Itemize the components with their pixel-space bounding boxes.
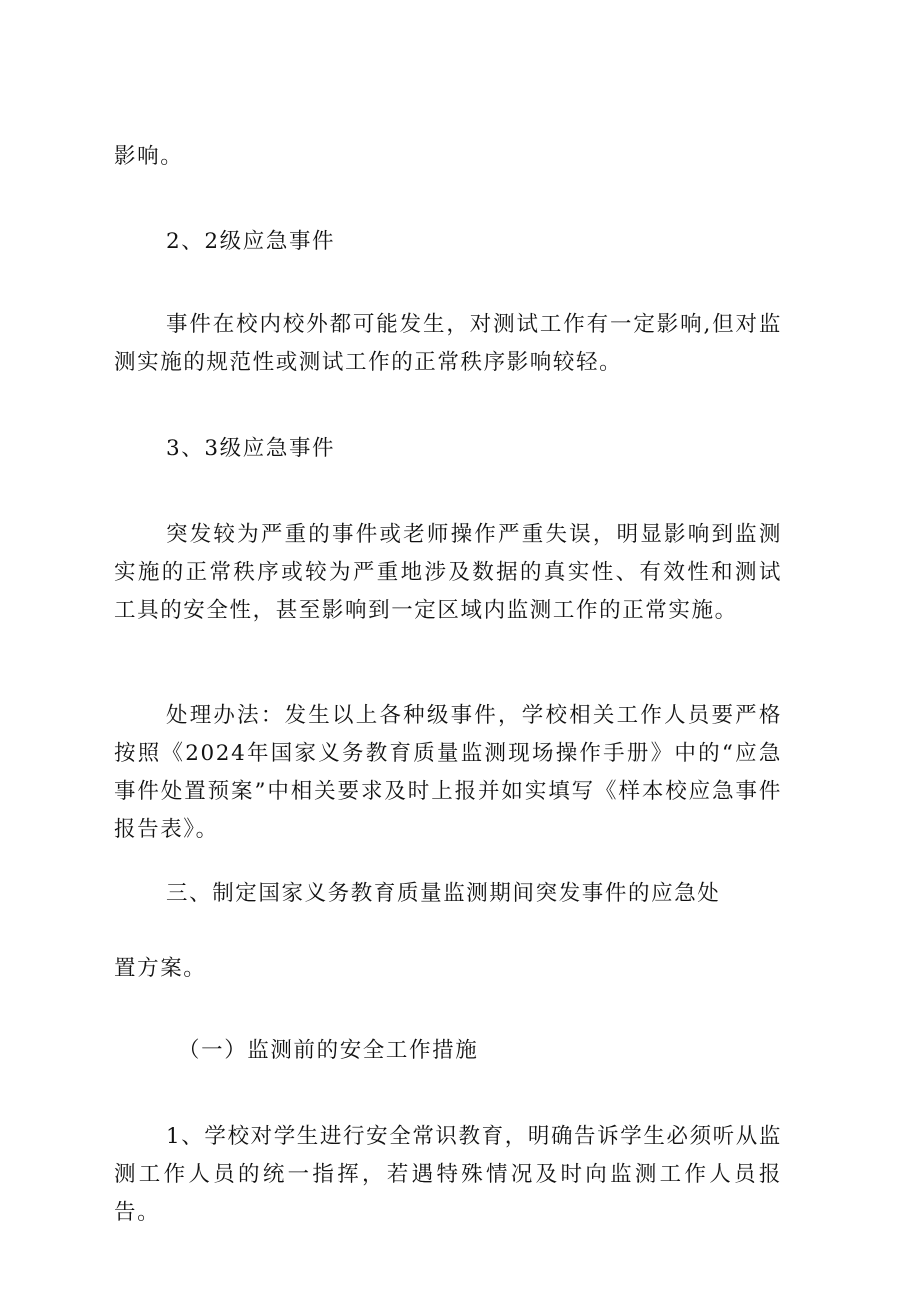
paragraph-level-3-description: 突发较为严重的事件或老师操作严重失误，明显影响到监测实施的正常秩序或较为严重地涉及数据的真实性、有效性和测试工具的安全性，甚至影响到一定区域内监测工作的正常实施。 <box>114 522 782 623</box>
section-heading-three: 三、制定国家义务教育质量监测期间突发事件的应急处 <box>166 881 721 906</box>
section-heading-three-continuation: 置方案。 <box>114 956 207 981</box>
heading-level-2-event: 2、2级应急事件 <box>166 229 336 254</box>
paragraph-continuation: 影响。 <box>114 144 184 169</box>
paragraph-handling-method: 处理办法：发生以上各种级事件，学校相关工作人员要严格按照《2024年国家义务教育质量监测现场操作手册》中的“应急事件处置预案”中相关要求及时上报并如实填写《样本校应急事件报告表》。 <box>114 703 782 842</box>
subsection-heading-one: （一）监测前的安全工作措施 <box>178 1038 479 1063</box>
paragraph-measure-1: 1、学校对学生进行安全常识教育，明确告诉学生必须听从监测工作人员的统一指挥，若遇特殊情况及时向监测工作人员报告。 <box>114 1124 782 1225</box>
heading-level-3-event: 3、3级应急事件 <box>166 436 336 461</box>
paragraph-level-2-description: 事件在校内校外都可能发生，对测试工作有一定影响,但对监测实施的规范性或测试工作的正常秩序影响较轻。 <box>114 312 782 375</box>
